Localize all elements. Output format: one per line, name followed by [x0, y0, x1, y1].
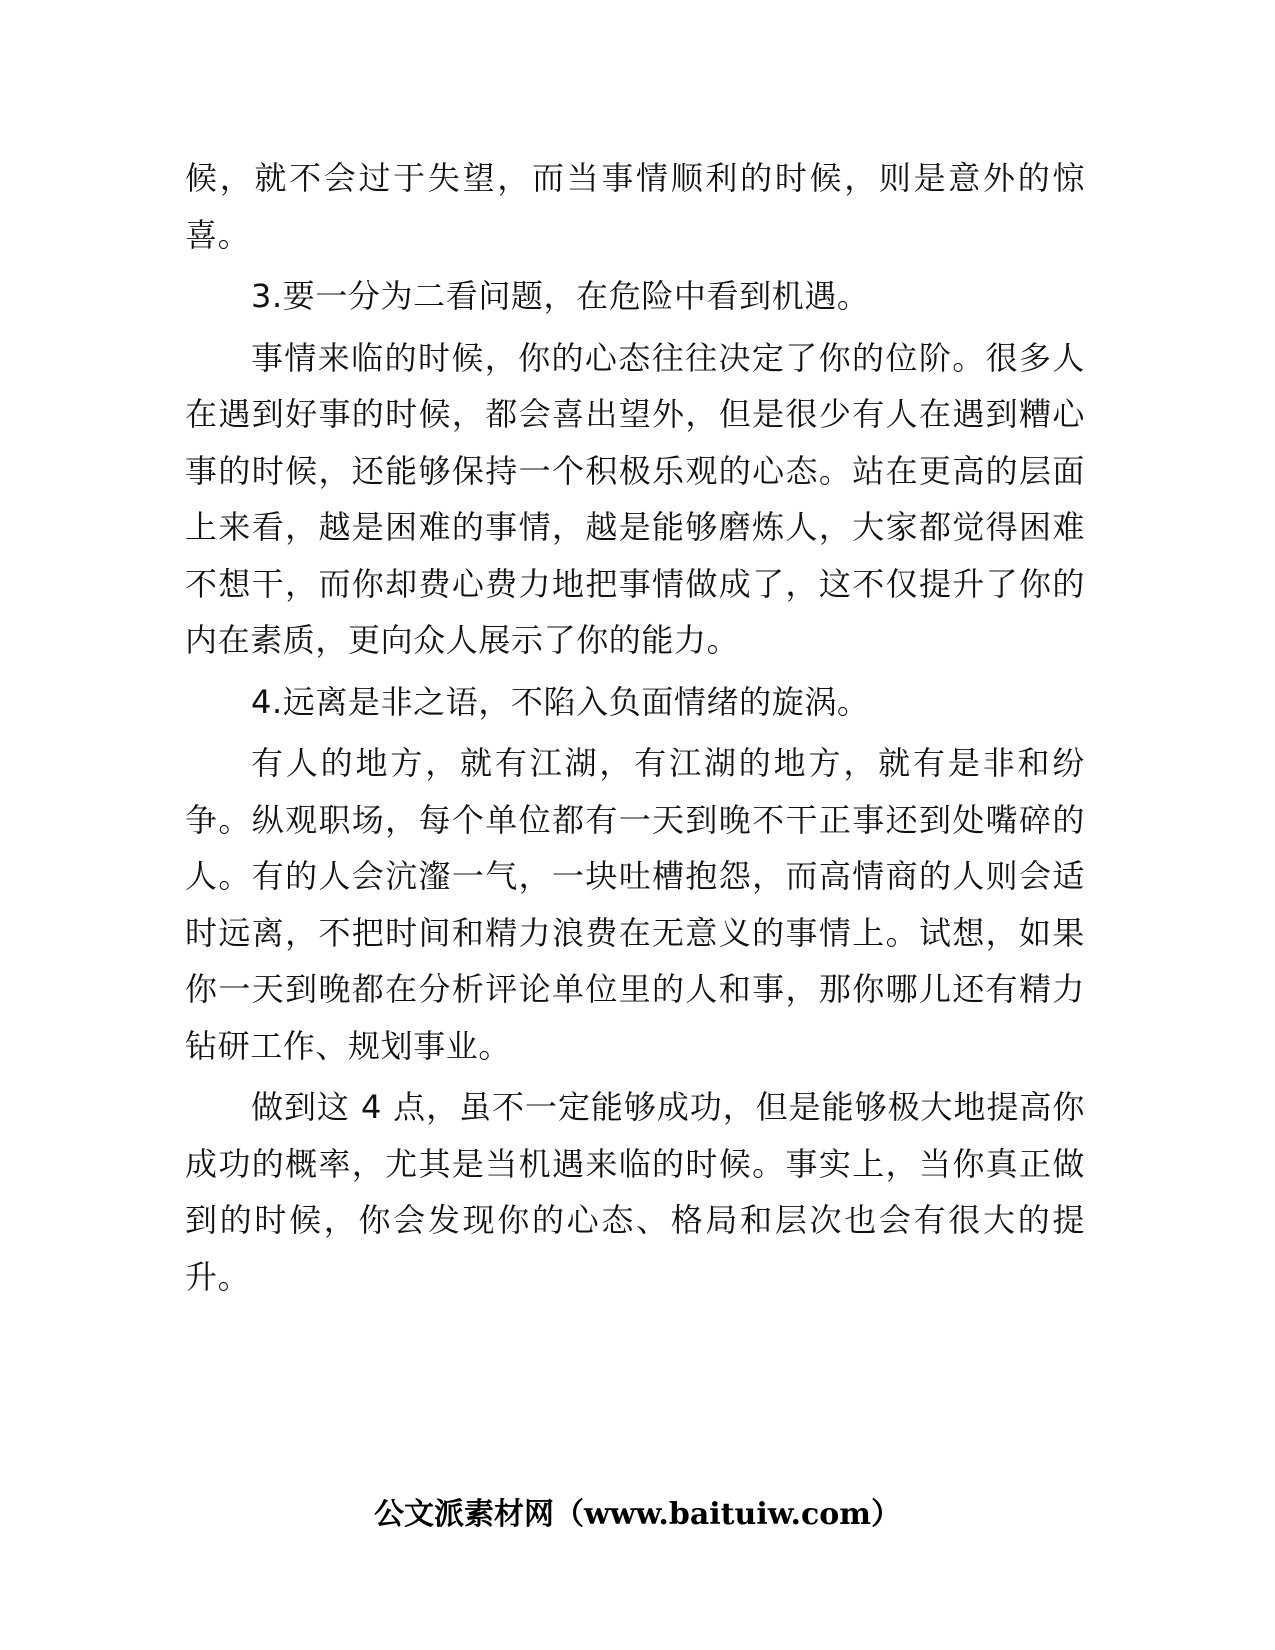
paragraph-conclusion: 做到这 4 点，虽不一定能够成功，但是能够极大地提高你成功的概率，尤其是当机遇来临的时候。事实上，当你真正做到的时候，你会发现你的心态、格局和层次也会有很大的提升。 [185, 1088, 1085, 1296]
paragraph-workplace: 有人的地方，就有江湖，有江湖的地方，就有是非和纷争。纵观职场，每个单位都有一天到晚不干正事还到处嘴碎的人。有的人会沆瀣一气，一块吐槽抱怨，而高情商的人则会适时远离，不把时间和精力浪费在无意义的事情上。试想，如果你一天到晚都在分析评论单位里的人和事，那你哪儿还有精力钻研工作、规划事业。 [185, 744, 1085, 1065]
section-heading-4: 4.远离是非之语，不陷入负面情绪的旋涡。 [251, 682, 870, 721]
paragraph-mindset: 事情来临的时候，你的心态往往决定了你的位阶。很多人在遇到好事的时候，都会喜出望外，但是很少有人在遇到糟心事的时候，还能够保持一个积极乐观的心态。站在更高的层面上来看，越是困难的事情，越是能够磨炼人，大家都觉得困难不想干，而你却费心费力地把事情做成了，这不仅提升了你的内在素质，更向众人展示了你的能力。 [185, 338, 1085, 659]
document-body [185, 150, 1085, 1310]
footer-source-label: 公文派素材网（www.baituiw.com） [373, 1497, 902, 1532]
section-heading-3: 3.要一分为二看问题，在危险中看到机遇。 [251, 277, 870, 315]
paragraph-continuation: 候，就不会过于失望，而当事情顺利的时候，则是意外的惊喜。 [185, 159, 1085, 254]
